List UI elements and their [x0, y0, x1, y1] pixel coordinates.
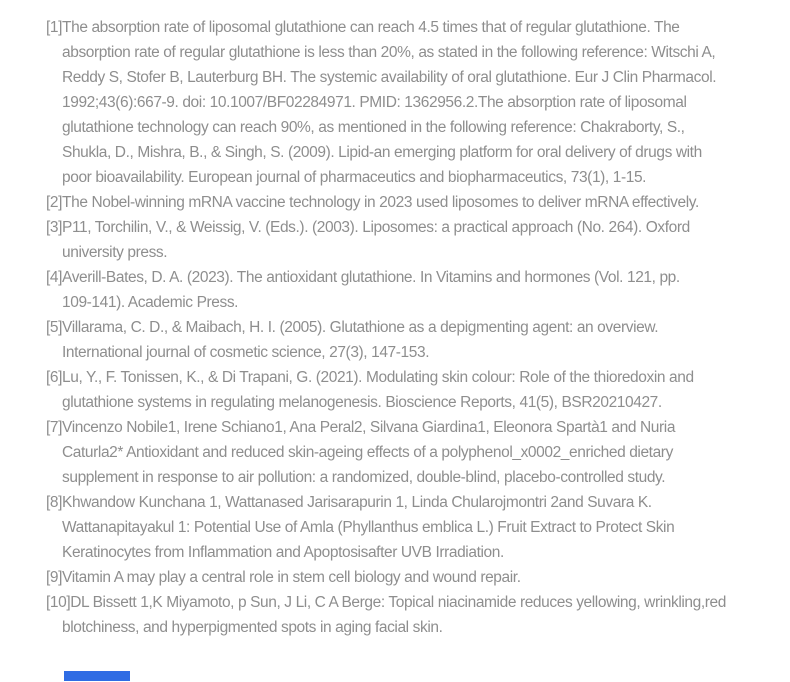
- reference-line: Keratinocytes from Inflammation and Apoptosisafter UVB Irradiation.: [62, 544, 504, 561]
- reference-item: [46, 190, 770, 215]
- reference-line: absorption rate of regular glutathione is less than 20%, as stated in the following reference: Witschi A,: [62, 44, 716, 61]
- reference-line: poor bioavailability. European journal of pharmaceutics and biopharmaceutics, 73(1), 1-15.: [62, 169, 647, 186]
- reference-line: university press.: [62, 244, 168, 261]
- reference-item: [46, 265, 770, 315]
- reference-line: blotchiness, and hyperpigmented spots in aging facial skin.: [62, 619, 443, 636]
- reference-item: [46, 315, 770, 365]
- reference-line: International journal of cosmetic science, 27(3), 147-153.: [62, 344, 430, 361]
- reference-line: [3]P11, Torchilin, V., & Weissig, V. (Eds.). (2003). Liposomes: a practical approach (No. 264). Oxford: [46, 219, 690, 236]
- reference-line: [9]Vitamin A may play a central role in stem cell biology and wound repair.: [46, 569, 521, 586]
- reference-line: Caturla2* Antioxidant and reduced skin-ageing effects of a polyphenol_x0002_enriched dietary: [62, 444, 673, 461]
- reference-line: [4]Averill-Bates, D. A. (2023). The antioxidant glutathione. In Vitamins and hormones (Vol. 121, pp.: [46, 269, 680, 286]
- reference-line: [8]Khwandow Kunchana 1, Wattanased Jarisarapurin 1, Linda Chularojmontri 2and Suvara K.: [46, 494, 652, 511]
- reference-line: Shukla, D., Mishra, B., & Singh, S. (2009). Lipid-an emerging platform for oral delivery of drugs with: [62, 144, 702, 161]
- blue-accent-bar: [64, 671, 130, 681]
- reference-line: [5]Villarama, C. D., & Maibach, H. I. (2005). Glutathione as a depigmenting agent: an overview.: [46, 319, 659, 336]
- reference-line: glutathione systems in regulating melanogenesis. Bioscience Reports, 41(5), BSR20210427.: [62, 394, 662, 411]
- reference-item: [46, 590, 770, 640]
- reference-line: [1]The absorption rate of liposomal glutathione can reach 4.5 times that of regular glutathione. The: [46, 19, 680, 36]
- reference-line: [2]The Nobel-winning mRNA vaccine technology in 2023 used liposomes to deliver mRNA effectively.: [46, 194, 699, 211]
- reference-item: [46, 490, 770, 565]
- reference-line: glutathione technology can reach 90%, as mentioned in the following reference: Chakraborty, S.,: [62, 119, 685, 136]
- reference-line: [10]DL Bissett 1,K Miyamoto, p Sun, J Li, C A Berge: Topical niacinamide reduces yellowing, wrinkling,red: [46, 594, 726, 611]
- reference-line: Wattanapitayakul 1: Potential Use of Amla (Phyllanthus emblica L.) Fruit Extract to Protect Skin: [62, 519, 675, 536]
- reference-item: [46, 415, 770, 490]
- reference-item: [46, 565, 770, 590]
- references-list: [46, 15, 770, 640]
- reference-item: [46, 15, 770, 190]
- reference-line: supplement in response to air pollution: a randomized, double-blind, placebo-controlled study.: [62, 469, 666, 486]
- reference-line: [7]Vincenzo Nobile1, Irene Schiano1, Ana Peral2, Silvana Giardina1, Eleonora Spartà1 and Nuria: [46, 419, 676, 436]
- reference-line: 109-141). Academic Press.: [62, 294, 239, 311]
- reference-line: 1992;43(6):667-9. doi: 10.1007/BF02284971. PMID: 1362956.2.The absorption rate of liposomal: [62, 94, 687, 111]
- reference-item: [46, 215, 770, 265]
- reference-line: [6]Lu, Y., F. Tonissen, K., & Di Trapani, G. (2021). Modulating skin colour: Role of the thioredoxin and: [46, 369, 694, 386]
- reference-item: [46, 365, 770, 415]
- reference-line: Reddy S, Stofer B, Lauterburg BH. The systemic availability of oral glutathione. Eur J Clin Pharmacol.: [62, 69, 717, 86]
